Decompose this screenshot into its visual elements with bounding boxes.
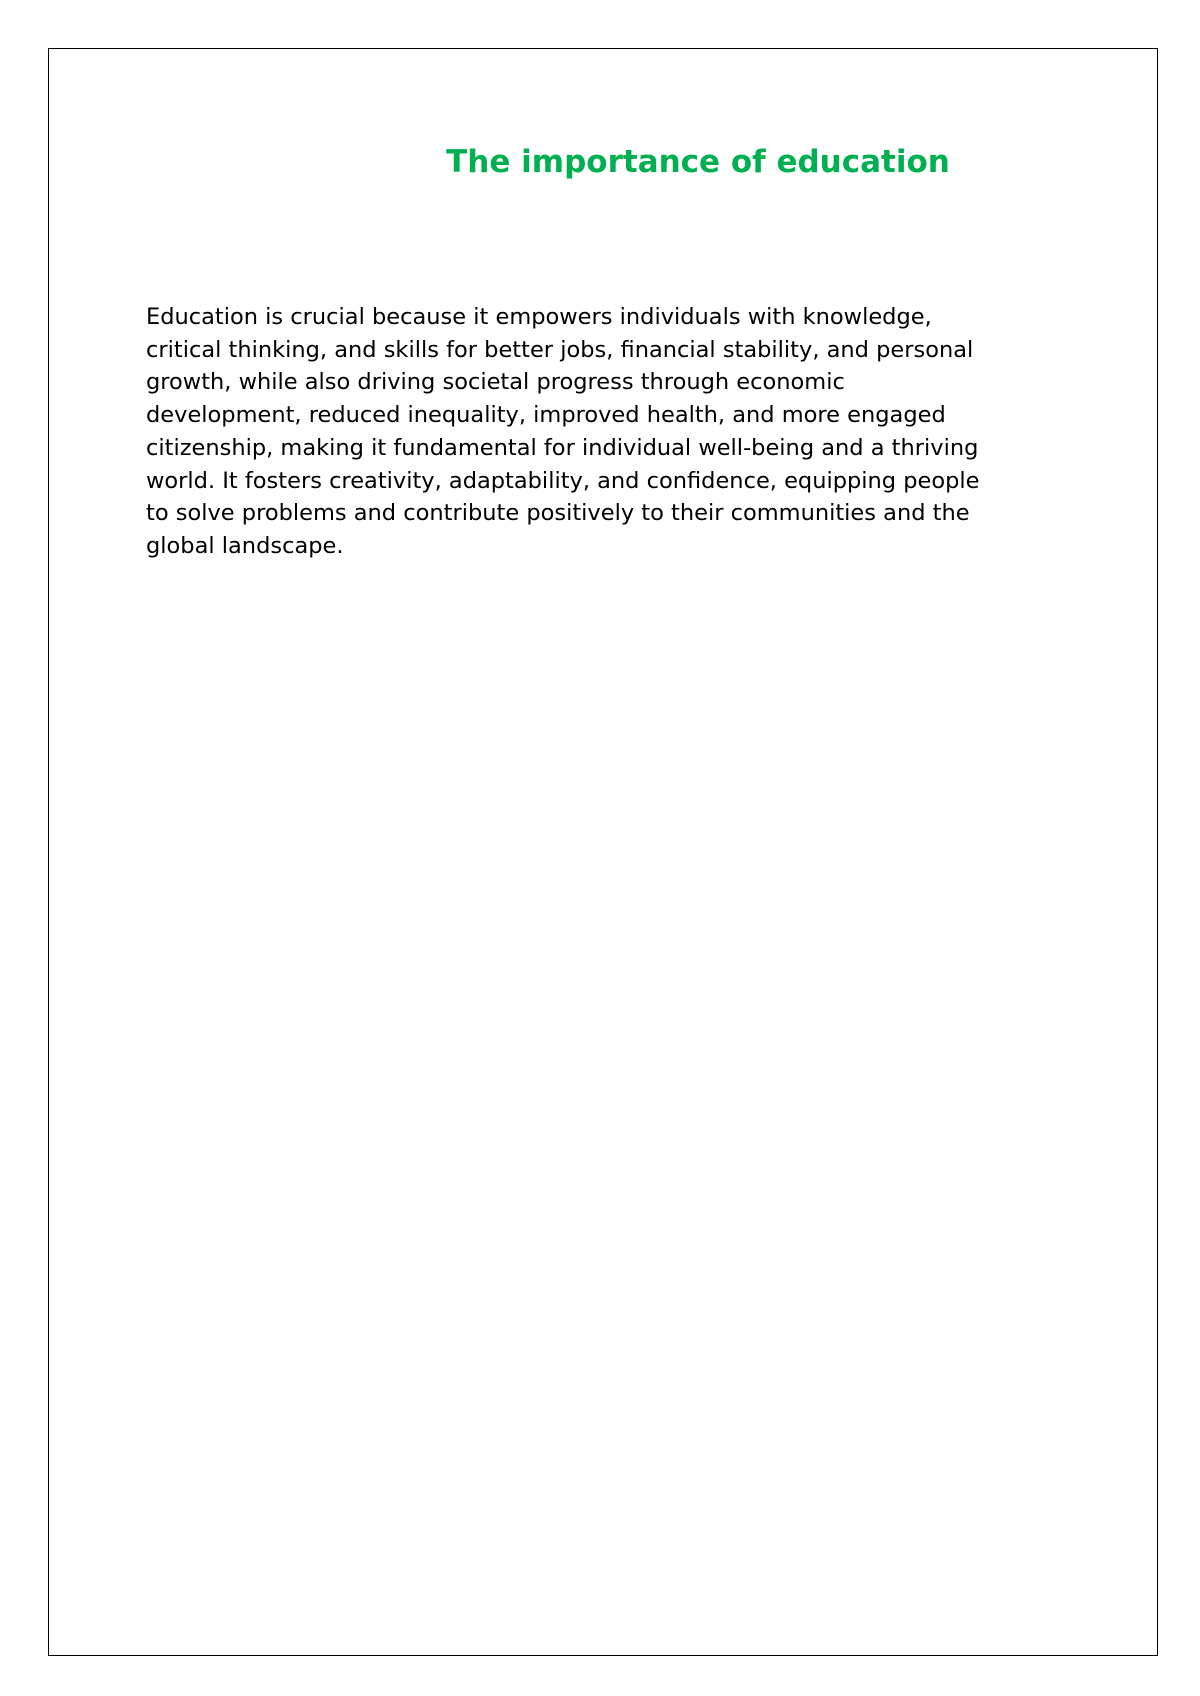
- paragraph-line: citizenship, making it fundamental for individual well-being and a thriving: [146, 434, 979, 461]
- body-paragraph: [146, 301, 1066, 563]
- paragraph-line: global landscape.: [146, 532, 344, 559]
- paragraph-line: development, reduced inequality, improved health, and more engaged: [146, 402, 946, 429]
- paragraph-line: critical thinking, and skills for better jobs, financial stability, and personal: [146, 336, 974, 363]
- paragraph-line: Education is crucial because it empowers individuals with knowledge,: [146, 304, 932, 330]
- paragraph-line: growth, while also driving societal progress through economic: [146, 369, 845, 396]
- document-title: The importance of education: [446, 144, 950, 180]
- page-border: [48, 48, 1158, 1656]
- paragraph-line: world. It fosters creativity, adaptability, and confidence, equipping people: [146, 467, 980, 494]
- paragraph-line: to solve problems and contribute positively to their communities and the: [146, 500, 970, 527]
